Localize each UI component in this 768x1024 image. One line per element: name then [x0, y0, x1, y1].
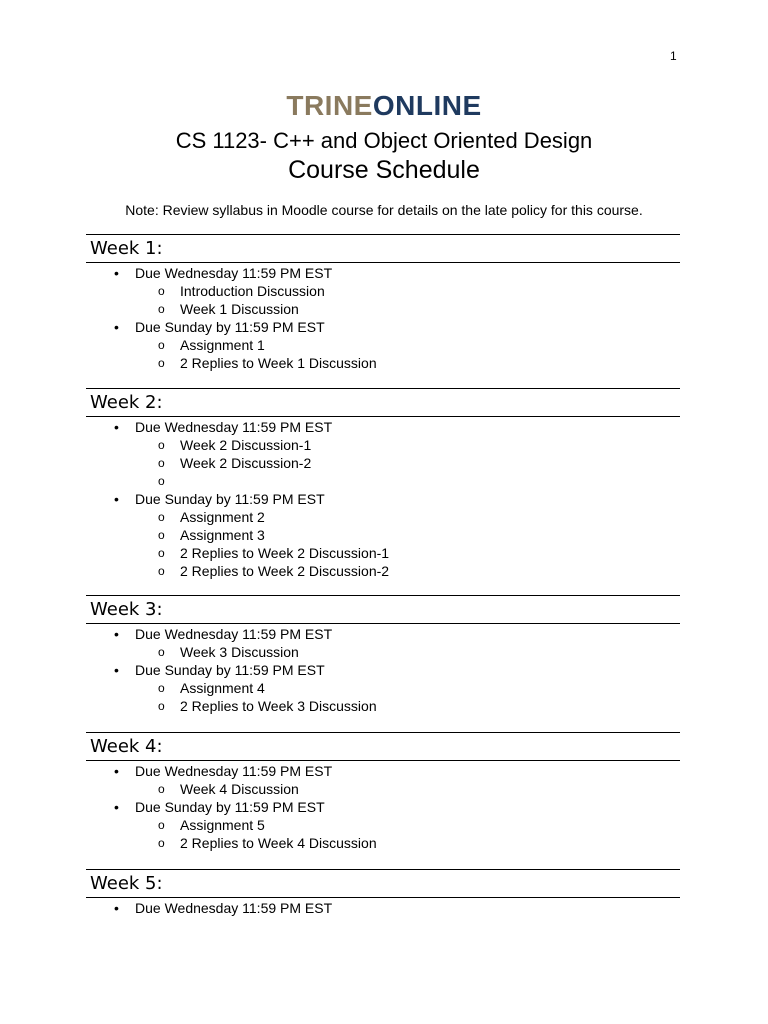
task-item	[86, 526, 680, 544]
task-item	[86, 679, 680, 697]
task-item	[86, 354, 680, 372]
week-3-section	[86, 595, 680, 715]
deadline-label: Due Sunday by 11:59 PM EST	[135, 799, 325, 815]
week-5-section	[86, 869, 680, 917]
deadline-label: Due Sunday by 11:59 PM EST	[135, 491, 325, 507]
task-label: 2 Replies to Week 2 Discussion-2	[180, 563, 390, 579]
week-heading: Week 1:	[86, 234, 680, 263]
task-item	[86, 454, 680, 472]
task-item	[86, 816, 680, 834]
bullet-icon: •	[114, 763, 119, 779]
deadline-label: Due Wednesday 11:59 PM EST	[135, 900, 333, 916]
deadline-label: Due Wednesday 11:59 PM EST	[135, 419, 333, 435]
task-label: Assignment 4	[180, 680, 265, 696]
circle-bullet-icon: o	[158, 528, 165, 542]
deadline-item	[86, 318, 680, 336]
circle-bullet-icon: o	[158, 546, 165, 560]
task-label: Assignment 1	[180, 337, 265, 353]
task-label: Week 1 Discussion	[180, 301, 299, 317]
task-label: Week 4 Discussion	[180, 781, 299, 797]
circle-bullet-icon: o	[158, 284, 165, 298]
logo-online-text: ONLINE	[372, 90, 482, 121]
task-label: Week 2 Discussion-2	[180, 455, 312, 471]
bullet-icon: •	[114, 319, 119, 335]
task-label: 2 Replies to Week 2 Discussion-1	[180, 545, 390, 561]
task-item	[86, 508, 680, 526]
bullet-icon: •	[114, 900, 119, 916]
task-item	[86, 780, 680, 798]
task-item	[86, 697, 680, 715]
task-label: Assignment 3	[180, 527, 265, 543]
week-heading: Week 5:	[86, 869, 680, 898]
bullet-icon: •	[114, 491, 119, 507]
circle-bullet-icon: o	[158, 699, 165, 713]
task-label: Assignment 2	[180, 509, 265, 525]
circle-bullet-icon: o	[158, 564, 165, 578]
bullet-icon: •	[114, 419, 119, 435]
circle-bullet-icon: o	[158, 782, 165, 796]
circle-bullet-icon: o	[158, 302, 165, 316]
circle-bullet-icon: o	[158, 338, 165, 352]
circle-bullet-icon: o	[158, 681, 165, 695]
deadline-label: Due Sunday by 11:59 PM EST	[135, 662, 325, 678]
task-item	[86, 436, 680, 454]
bullet-icon: •	[114, 626, 119, 642]
circle-bullet-icon: o	[158, 356, 165, 370]
task-item	[86, 562, 680, 580]
task-label: Week 3 Discussion	[180, 644, 299, 660]
late-policy-note: Note: Review syllabus in Moodle course for details on the late policy for this course.	[125, 202, 643, 218]
circle-bullet-icon: o	[158, 510, 165, 524]
circle-bullet-icon: o	[158, 474, 165, 488]
task-item	[86, 643, 680, 661]
trine-online-logo	[0, 90, 768, 122]
week-heading: Week 4:	[86, 732, 680, 761]
week-heading: Week 3:	[86, 595, 680, 624]
deadline-item	[86, 899, 680, 917]
task-label: 2 Replies to Week 4 Discussion	[180, 835, 377, 851]
task-item	[86, 544, 680, 562]
deadline-item	[86, 661, 680, 679]
circle-bullet-icon: o	[158, 818, 165, 832]
task-label: Introduction Discussion	[180, 283, 325, 299]
deadline-item	[86, 798, 680, 816]
deadline-item	[86, 625, 680, 643]
task-item	[86, 834, 680, 852]
task-item	[86, 336, 680, 354]
task-item	[86, 300, 680, 318]
deadline-label: Due Sunday by 11:59 PM EST	[135, 319, 325, 335]
week-4-section	[86, 732, 680, 852]
circle-bullet-icon: o	[158, 438, 165, 452]
week-heading: Week 2:	[86, 388, 680, 417]
bullet-icon: •	[114, 799, 119, 815]
course-title: CS 1123- C++ and Object Oriented Design	[175, 128, 593, 153]
task-label: Assignment 5	[180, 817, 265, 833]
deadline-label: Due Wednesday 11:59 PM EST	[135, 265, 333, 281]
logo-trine-text: TRINE	[286, 90, 373, 121]
task-item	[86, 282, 680, 300]
task-label: 2 Replies to Week 3 Discussion	[180, 698, 377, 714]
deadline-item	[86, 762, 680, 780]
circle-bullet-icon: o	[158, 645, 165, 659]
bullet-icon: •	[114, 265, 119, 281]
deadline-item	[86, 490, 680, 508]
deadline-label: Due Wednesday 11:59 PM EST	[135, 763, 333, 779]
deadline-item	[86, 264, 680, 282]
task-label: Week 2 Discussion-1	[180, 437, 312, 453]
circle-bullet-icon: o	[158, 836, 165, 850]
task-item	[86, 472, 680, 490]
week-1-section	[86, 234, 680, 372]
task-label: 2 Replies to Week 1 Discussion	[180, 355, 377, 371]
page-number: 1	[670, 49, 677, 63]
week-2-section	[86, 388, 680, 580]
schedule-title: Course Schedule	[288, 156, 480, 184]
deadline-item	[86, 418, 680, 436]
circle-bullet-icon: o	[158, 456, 165, 470]
bullet-icon: •	[114, 662, 119, 678]
deadline-label: Due Wednesday 11:59 PM EST	[135, 626, 333, 642]
